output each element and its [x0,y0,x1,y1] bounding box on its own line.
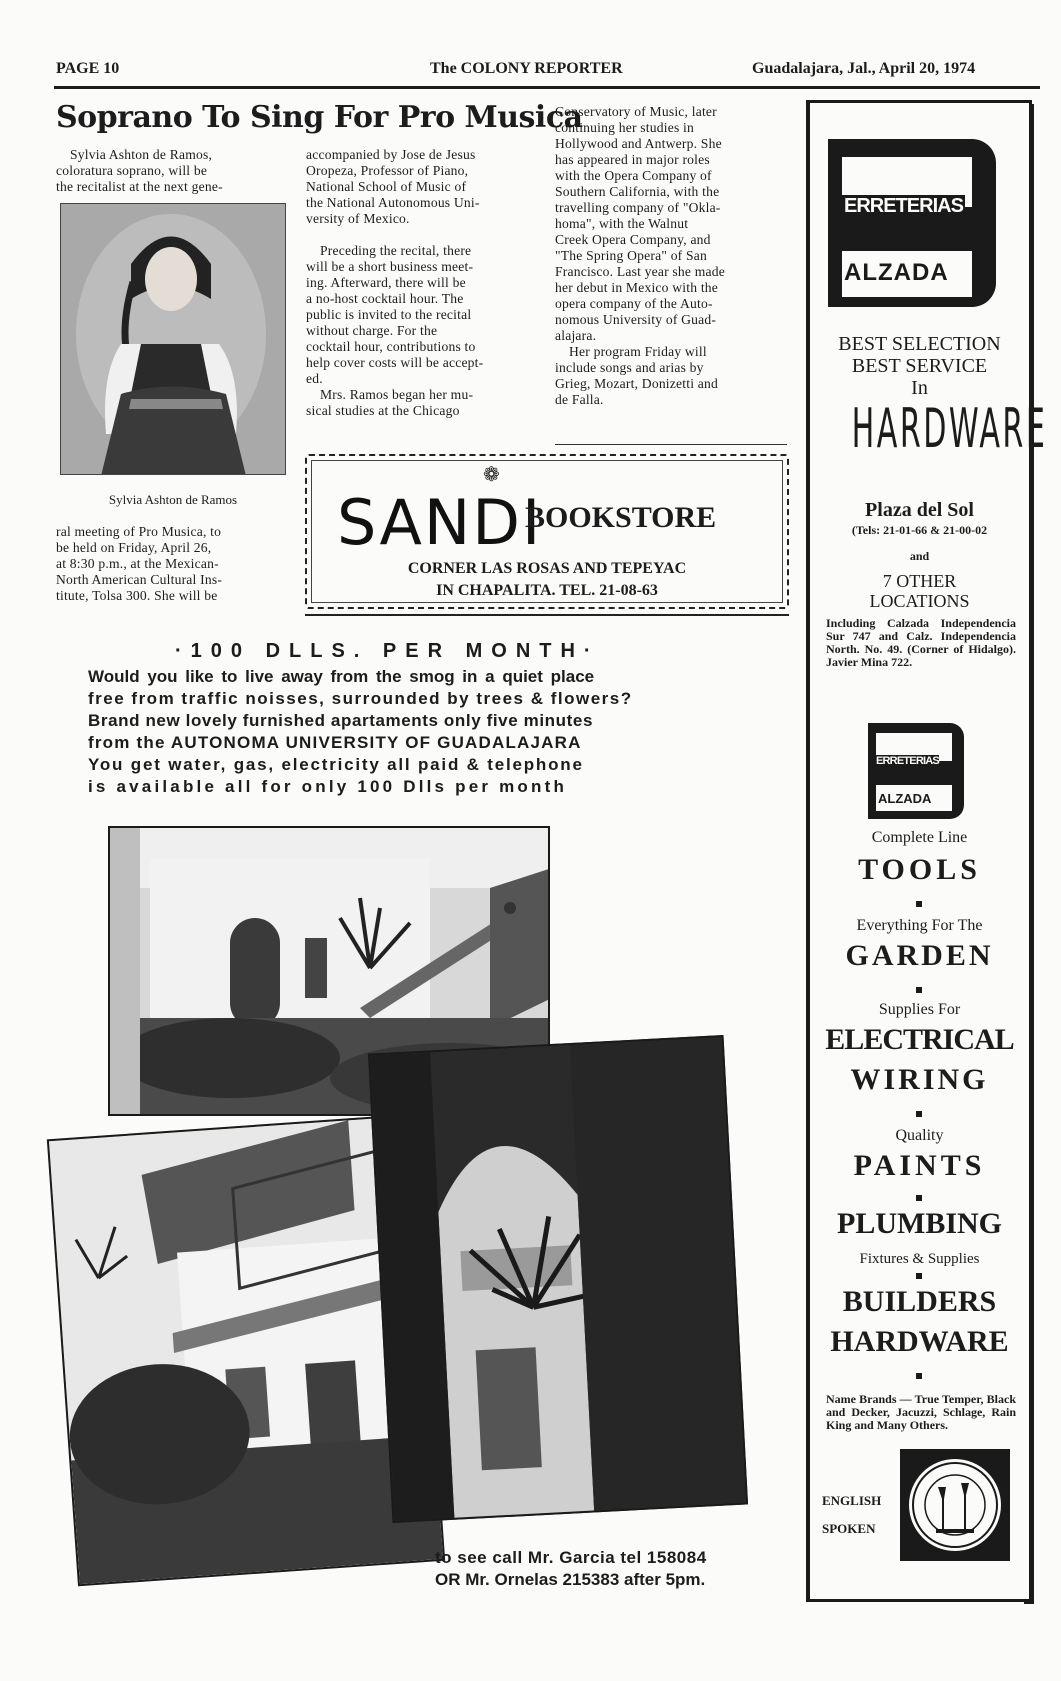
bullet-icon [916,1273,922,1279]
paints-heading: PAINTS [853,1149,986,1182]
tagline-1: BEST SELECTION [838,333,1001,355]
text-line: ral meeting of Pro Musica, to [56,524,222,539]
rental-contact-2: OR Mr. Ornelas 215383 after 5pm. [435,1570,706,1589]
other-locations-2: LOCATIONS [869,591,970,611]
bullet-icon [916,901,922,907]
text-line: versity of Mexico. [306,211,410,226]
text-line: sical studies at the Chicago [306,403,460,418]
quality-text: Quality [895,1127,944,1144]
hardware-heading: HARDWARE [830,1325,1009,1358]
ferreterias-logo [828,139,996,307]
text-line: has appeared in major roles [555,152,710,167]
text-line: titute, Tolsa 300. She will be [56,588,218,603]
tagline-3: In [911,377,928,399]
locations-list: Including Calzada Independencia Sur 747 and Calz. Independencia North. No. 49. (Corner of Hidalgo). Javier Mina 722. [826,616,1016,669]
text-line: National School of Music of [306,179,467,194]
text-line: with the Opera Company of [555,168,712,183]
chamber-seal [900,1449,1010,1561]
soprano-photo-image [61,204,286,475]
text-line: the National Autonomous Uni- [306,195,480,210]
text-line: her debut in Mexico with the [555,280,719,295]
text-line: Francisco. Last year she made [555,264,725,279]
rental-contact-1: to see call Mr. Garcia tel 158084 [435,1548,707,1567]
text-line: help cover costs will be accept- [306,355,484,370]
header-rule [54,86,1040,89]
telephones: (Tels: 21-01-66 & 21-00-02 [851,523,988,537]
rental-ad-line: from the AUTONOMA UNIVERSITY OF GUADALAJARA [88,733,582,752]
logo-word-2: ALZADA [844,259,949,286]
supplies-for-text: Supplies For [878,1001,961,1018]
english-text: ENGLISH [822,1493,882,1508]
everything-for-text: Everything For The [856,917,983,934]
rental-ad-line: is available all for only 100 Dlls per month [88,777,568,796]
text-line: de Falla. [555,392,604,407]
text-line: homa", with the Walnut [555,216,689,231]
soprano-photo [60,203,286,475]
text-line: the recitalist at the next gene- [56,179,223,194]
text-line: ed. [306,371,323,386]
article-headline: Soprano To Sing For Pro Musica [56,100,583,135]
newspaper-title: The COLONY REPORTER [430,60,623,77]
text-line: Grieg, Mozart, Donizetti and [555,376,719,391]
text-line [306,227,532,243]
text-line: include songs and arias by [555,360,704,375]
dateline: Guadalajara, Jal., April 20, 1974 [752,60,976,77]
logo-word-2: ALZADA [878,791,932,806]
text-line: nomous University of Guad- [555,312,717,327]
text-line: Her program Friday will [569,344,707,359]
text-line: Preceding the recital, there [320,243,472,258]
text-line: public is invited to the recital [306,307,472,322]
text-line: Mrs. Ramos began her mu- [320,387,474,402]
hardware-big-word: HARDWARE [851,397,1048,460]
bullet-icon [916,1195,922,1201]
text-line: at 8:30 p.m., at the Mexican- [56,556,219,571]
text-line: a no-host cocktail hour. The [306,291,464,306]
text-line: coloratura soprano, will be [56,163,208,178]
article-col1-bottom [56,524,286,604]
wiring-heading: WIRING [850,1063,989,1096]
logo-word-1: ERRETERIAS [876,755,939,767]
text-line: Southern California, with the [555,184,720,199]
bullet-icon [916,1373,922,1379]
text-line: Oropeza, Professor of Piano, [306,163,469,178]
builders-heading: BUILDERS [842,1285,997,1318]
tagline-2: BEST SERVICE [851,355,988,377]
bookstore-ad [305,454,789,609]
rental-ad-line: free from traffic noisses, surrounded by trees & flowers? [88,689,633,708]
fixtures-text: Fixtures & Supplies [859,1251,980,1267]
text-line: Sylvia Ashton de Ramos, [70,147,213,162]
article-col1-top [56,147,286,195]
bullet-icon [916,987,922,993]
photo-caption: Sylvia Ashton de Ramos [108,492,238,507]
other-locations-1: 7 OTHER [882,571,957,591]
bookstore-logo: SANDI [337,486,543,559]
bookstore-name: BOOKSTORE [525,501,717,534]
location-name: Plaza del Sol [865,499,974,521]
bullet-icon [916,1111,922,1117]
text-line: ing. Afterward, there will be [306,275,466,290]
text-line: Hollywood and Antwerp. She [555,136,722,151]
brand-names-text: Name Brands — True Temper, Black and Decker, Jacuzzi, Schlage, Rain King and Many Others. [826,1392,1016,1432]
ferreterias-logo-small [868,723,964,819]
spoken-text: SPOKEN [822,1521,876,1536]
apartment-photo-3 [368,1035,748,1523]
text-line: travelling company of "Okla- [555,200,721,215]
text-line: alajara. [555,328,597,343]
logo-word-1: ERRETERIAS [844,195,963,217]
rental-ad-title: ·100 DLLS. PER MONTH· [175,640,600,662]
seal-icon [900,1449,1010,1561]
bookstore-ad-rule [305,614,789,616]
text-line: accompanied by Jose de Jesus [306,147,476,162]
apartment-photo-3-image [370,1037,748,1523]
hardware-ad [806,100,1048,1602]
text-line: Conservatory of Music, later [555,104,717,119]
text-line: continuing her studies in [555,120,695,135]
text-line: will be a short business meet- [306,259,474,274]
tools-heading: TOOLS [858,853,981,886]
text-line: Creek Opera Company, and [555,232,711,247]
flower-icon: ❁ [483,462,500,486]
column-rule [555,444,787,445]
text-line: North American Cultural Ins- [56,572,223,587]
rental-ad-line: Would you like to live away from the smog in a quiet place [88,667,595,686]
rental-ad-line: You get water, gas, electricity all paid & telephone [88,755,584,774]
text-line: be held on Friday, April 26, [56,540,212,555]
page-number: PAGE 10 [56,60,120,77]
text-line: cocktail hour, contributions to [306,339,476,354]
rental-ad-line: Brand new lovely furnished apartaments only five minutes [88,711,593,730]
bookstore-address-2: IN CHAPALITA. TEL. 21-08-63 [436,582,658,599]
plumbing-heading: PLUMBING [837,1207,1002,1240]
garden-heading: GARDEN [845,939,994,972]
bookstore-address-1: CORNER LAS ROSAS AND TEPEYAC [407,560,687,577]
electrical-heading: ELECTRICAL [825,1023,1014,1056]
text-line: without charge. For the [306,323,438,338]
text-line: "The Spring Opera" of San [555,248,708,263]
and-text: and [909,549,930,563]
text-line: opera company of the Auto- [555,296,713,311]
article-col3 [555,104,787,408]
complete-line-text: Complete Line [871,829,968,846]
article-col2 [306,147,532,419]
